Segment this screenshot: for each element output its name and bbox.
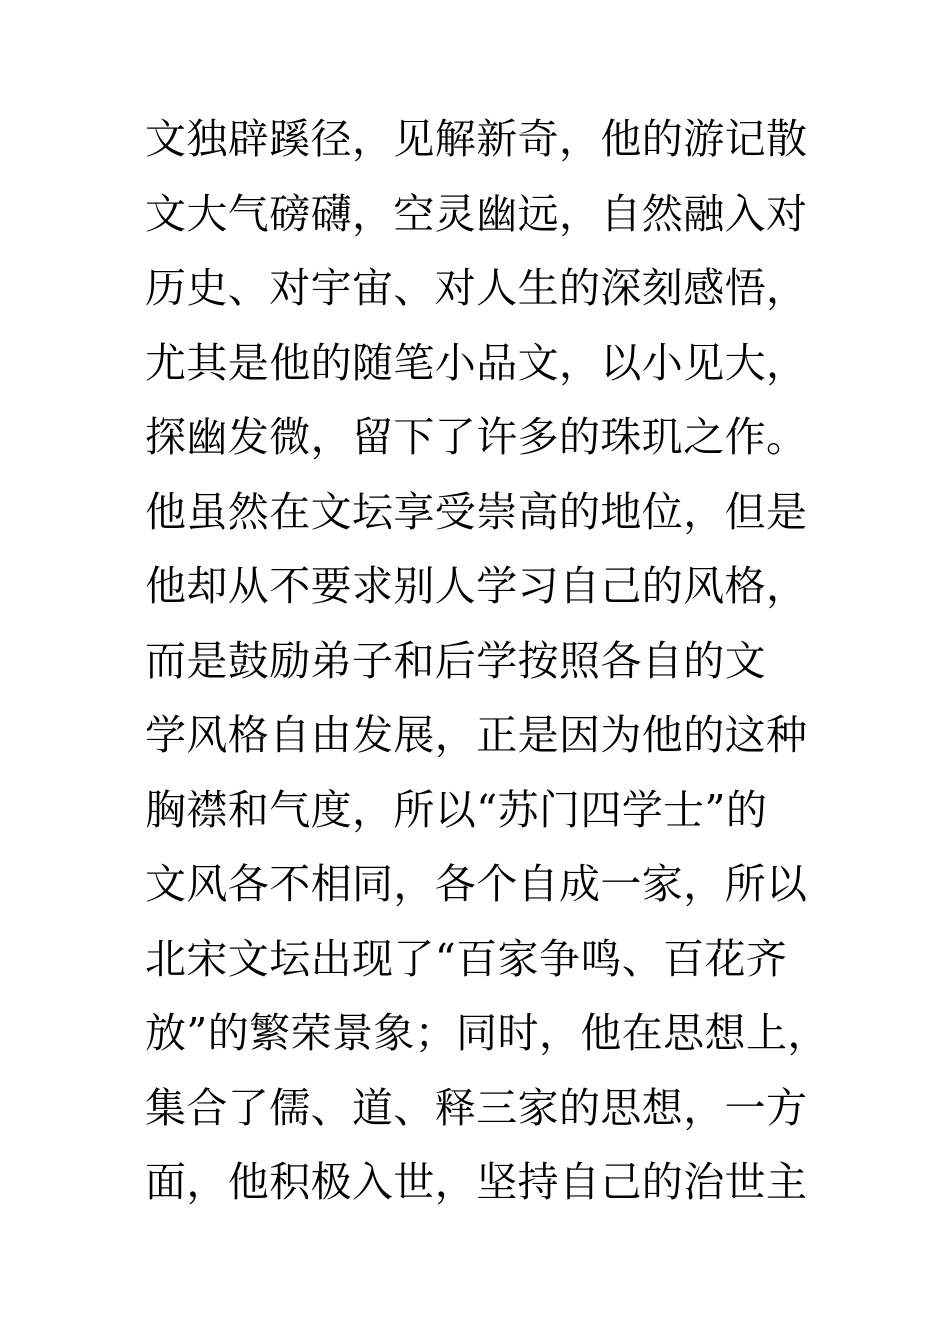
text-line-3: 历史、对宇宙、对人生的深刻感悟， [145, 264, 808, 312]
text-line-5: 探幽发微，留下了许多的珠玑之作。 [145, 413, 808, 461]
text-line-14: 集合了儒、道、释三家的思想，一方 [145, 1083, 808, 1132]
text-line-4: 尤其是他的随笔小品文，以小见大， [145, 338, 808, 387]
text-line-12: 北宋文坛出现了“百家争鸣、百花齐 [145, 934, 788, 983]
text-line-11: 文风各不相同，各个自成一家，所以 [145, 860, 808, 908]
text-line-2: 文大气磅礴，空灵幽远，自然融入对 [145, 189, 808, 238]
text-line-10: 胸襟和气度，所以“苏门四学士”的 [145, 785, 768, 834]
text-line-9: 学风格自由发展，正是因为他的这种 [145, 711, 808, 759]
text-line-1: 文独辟蹊径，见解新奇，他的游记散 [145, 115, 808, 163]
text-line-13: 放”的繁荣景象；同时，他在思想上， [145, 1009, 829, 1057]
body-text [145, 102, 829, 1220]
text-line-6: 他虽然在文坛享受崇高的地位，但是 [145, 487, 808, 536]
text-line-15: 面，他积极入世，坚持自己的治世主 [145, 1158, 808, 1206]
text-line-7: 他却从不要求别人学习自己的风格， [145, 562, 808, 610]
text-line-8: 而是鼓励弟子和后学按照各自的文 [145, 636, 766, 685]
